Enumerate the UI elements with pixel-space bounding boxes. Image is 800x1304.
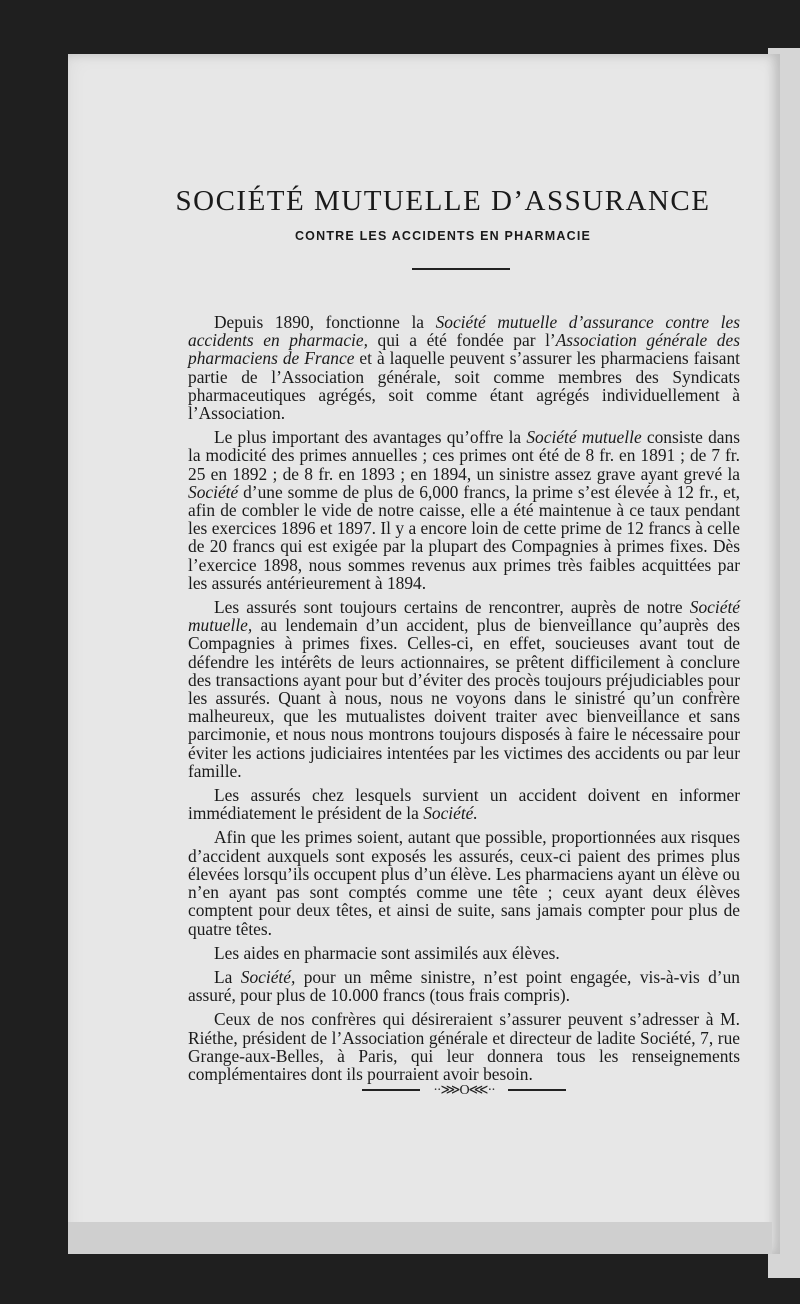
end-ornament bbox=[362, 1080, 566, 1100]
text-span: Les aides en pharmacie sont assimilés aux élèves. bbox=[214, 942, 560, 963]
paragraph-4 bbox=[188, 786, 740, 822]
text-span: Afin que les primes soient, autant que possible, proportionnées aux risques d’accident auxquels sont exposés les assurés, ceux-ci paient des primes plus élevées lorsqu’ils occupent plus d’un élève. Les pharmaciens ayant un élève ou n’en ayant pas sont comptés comme une tête ; ceux ayant deux élèves comptent pour deux têtes, et ainsi de suite, sans jamais compter pour plus de quatre têtes. bbox=[188, 827, 740, 939]
paragraph-6 bbox=[188, 944, 740, 962]
page-subtitle: CONTRE LES ACCIDENTS EN PHARMACIE bbox=[294, 229, 592, 243]
paragraph-7 bbox=[188, 968, 740, 1004]
text-span: pour un même sinistre, n’est point engagée, vis-à-vis d’un assuré, pour plus de 10.000 francs (tous frais compris). bbox=[188, 966, 740, 1006]
italic-span: Société mutuelle d’assurance contre les accidents en pharmacie, bbox=[188, 312, 740, 351]
text-span: au lendemain d’un accident, plus de bienveillance qu’auprès des Compagnies à primes fixes. Celles-ci, en effet, soucieuses avant tout de défendre les intérêts de leurs actionnaires, se prêtent difficilement à conclure des transactions ayant pour but d’éviter des procès toujours préjudiciables pour les assurés. Quant à nous, nous ne voyons dans le sinistré qu’un confrère malheureux, que les mutualistes doivent traiter avec bienveillance et sans parcimonie, et nous nous montrons toujours disposés à faire le nécessaire pour éviter les actions judiciaires intentées par les victimes des accidents ou par leur famille. bbox=[188, 615, 740, 781]
paragraph-8 bbox=[188, 1010, 740, 1083]
italic-span: Société mutuelle, bbox=[188, 597, 740, 636]
paragraph-5 bbox=[188, 828, 740, 937]
article-body bbox=[188, 313, 740, 1089]
italic-span: Société mutuelle bbox=[526, 427, 642, 448]
text-span: Les assurés chez lesquels survient un accident doivent en informer immédiatement le président de la bbox=[188, 785, 740, 824]
text-span: d’une somme de plus de 6,000 francs, la prime s’est élevée à 12 fr., et, afin de combler le vide de notre caisse, elle a été maintenue à ce taux pendant les exercices 1896 et 1897. Il y a encore loin de cette prime de 12 francs à celle de 20 francs qui est exigée par la plupart des Compagnies à primes fixes. Dès l’exercice 1898, nous sommes revenus aux primes très faibles acquittées par les assurés antérieurement à 1894. bbox=[188, 481, 740, 593]
text-span: et à laquelle peuvent s’assurer les pharmaciens faisant partie de l’Association générale, soit comme membres des Syndicats pharmaceutiques agrégés, soit comme étant agrégés individuellement à l’Association. bbox=[188, 348, 740, 424]
paragraph-2 bbox=[188, 428, 740, 592]
text-span: consiste dans la modicité des primes annuelles ; ces primes ont été de 8 fr. en 1891 ; de 7 fr. 25 en 1892 ; de 8 fr. en 1893 ; en 1894, un sinistre assez grave ayant grevé la bbox=[188, 427, 740, 484]
text-span: qui a été fondée par l’ bbox=[367, 330, 556, 351]
text-span: Depuis 1890, fonctionne la bbox=[214, 312, 436, 332]
page-title: SOCIÉTÉ MUTUELLE D’ASSURANCE bbox=[175, 185, 711, 217]
text-span: Le plus important des avantages qu’offre la bbox=[214, 427, 527, 448]
text-span: Les assurés sont toujours certains de rencontrer, auprès de notre bbox=[214, 597, 690, 618]
ornament-line-left bbox=[362, 1089, 420, 1091]
text-span: La bbox=[214, 966, 241, 987]
ornament-flourish-icon: ··⋙O⋘·· bbox=[433, 1082, 495, 1098]
italic-span: Société, bbox=[240, 966, 296, 987]
title-divider bbox=[412, 268, 510, 270]
italic-span: Société. bbox=[423, 803, 478, 824]
text-span: Ceux de nos confrères qui désireraient s’assurer peuvent s’adresser à M. Riéthe, président de l’Association générale et directeur de ladite Société, 7, rue Grange-aux-Belles, à Paris, qui leur donnera tous les renseignements complémentaires dont ils pourraient avoir besoin. bbox=[188, 1009, 740, 1084]
italic-span: Association générale des pharmaciens de France bbox=[188, 330, 740, 369]
page-bottom-edge bbox=[68, 1222, 772, 1254]
paragraph-3 bbox=[188, 598, 740, 780]
italic-span: Société bbox=[188, 481, 239, 502]
ornament-line-right bbox=[508, 1089, 566, 1091]
paragraph-1 bbox=[188, 313, 740, 422]
